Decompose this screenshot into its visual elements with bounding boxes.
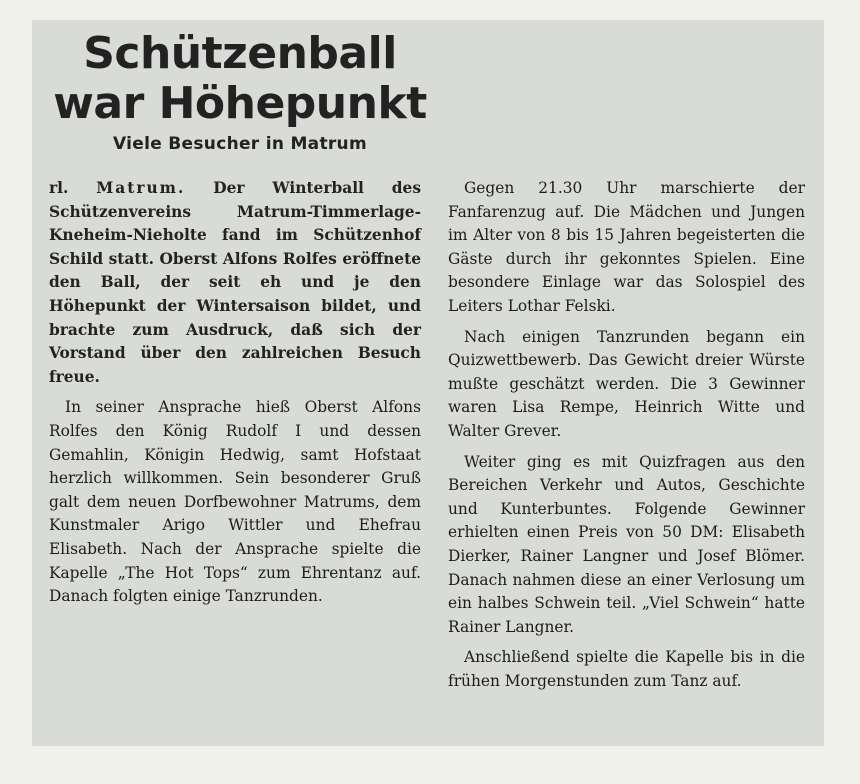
subheadline: Viele Besucher in Matrum — [113, 134, 367, 154]
lead-paragraph — [49, 177, 421, 389]
headline-block — [32, 20, 448, 155]
headline-line-2: war Höhepunkt — [53, 78, 427, 129]
body-paragraph: Nach einigen Tanzrunden begann ein Quizwettbewerb. Das Gewicht dreier Würste mußte geschätzt werden. Die 3 Gewinner waren Lisa Rempe, Heinrich Witte und Walter Grever. — [448, 327, 805, 440]
dateline: Matrum. — [96, 179, 186, 197]
newspaper-clipping — [32, 20, 824, 746]
author-initials: rl. — [49, 179, 69, 197]
headline-line-1: Schützenball — [83, 28, 397, 79]
body-paragraph: In seiner Ansprache hieß Oberst Alfons Rolfes den König Rudolf I und dessen Gemahlin, Königin Hedwig, samt Hofstaat herzlich willkommen. Sein besonderer Gruß galt dem neuen Dorfbewohner Matrums, dem Kunstmaler Arigo Wittler und Ehefrau Elisabeth. Nach der Ansprache spielte die Kapelle „The Hot Tops“ zum Ehrentanz auf. Danach folgten einige Tanzrunden. — [49, 398, 421, 606]
lead-text: Der Winterball des Schützenvereins Matrum-Timmerlage-Kneheim-Nieholte fand im Schützenhof Schild statt. Oberst Alfons Rolfes eröffnete den Ball, der seit eh und je den Höhepunkt der Wintersaison bildet, und brachte zum Ausdruck, daß sich der Vorstand über den zahlreichen Besuch freue. — [49, 179, 422, 386]
body-paragraph: Gegen 21.30 Uhr marschierte der Fanfarenzug auf. Die Mädchen und Jungen im Alter von 8 bis 15 Jahren begeisterten die Gäste durch ihr gekonntes Spielen. Eine besondere Einlage war das Solospiel des Leiters Lothar Felski. — [448, 179, 805, 315]
body-paragraph: Weiter ging es mit Quizfragen aus den Bereichen Verkehr und Autos, Geschichte und Kunterbuntes. Folgende Gewinner erhielten einen Preis von 50 DM: Elisabeth Dierker, Rainer Langner und Josef Blömer. Danach nahmen diese an einer Verlosung um ein halbes Schwein teil. „Viel Schwein“ hatte Rainer Langner. — [448, 452, 805, 636]
article-column-right — [448, 177, 805, 700]
body-paragraph: Anschließend spielte die Kapelle bis in die frühen Morgenstunden zum Tanz auf. — [448, 648, 805, 690]
article-column-left — [49, 177, 421, 616]
